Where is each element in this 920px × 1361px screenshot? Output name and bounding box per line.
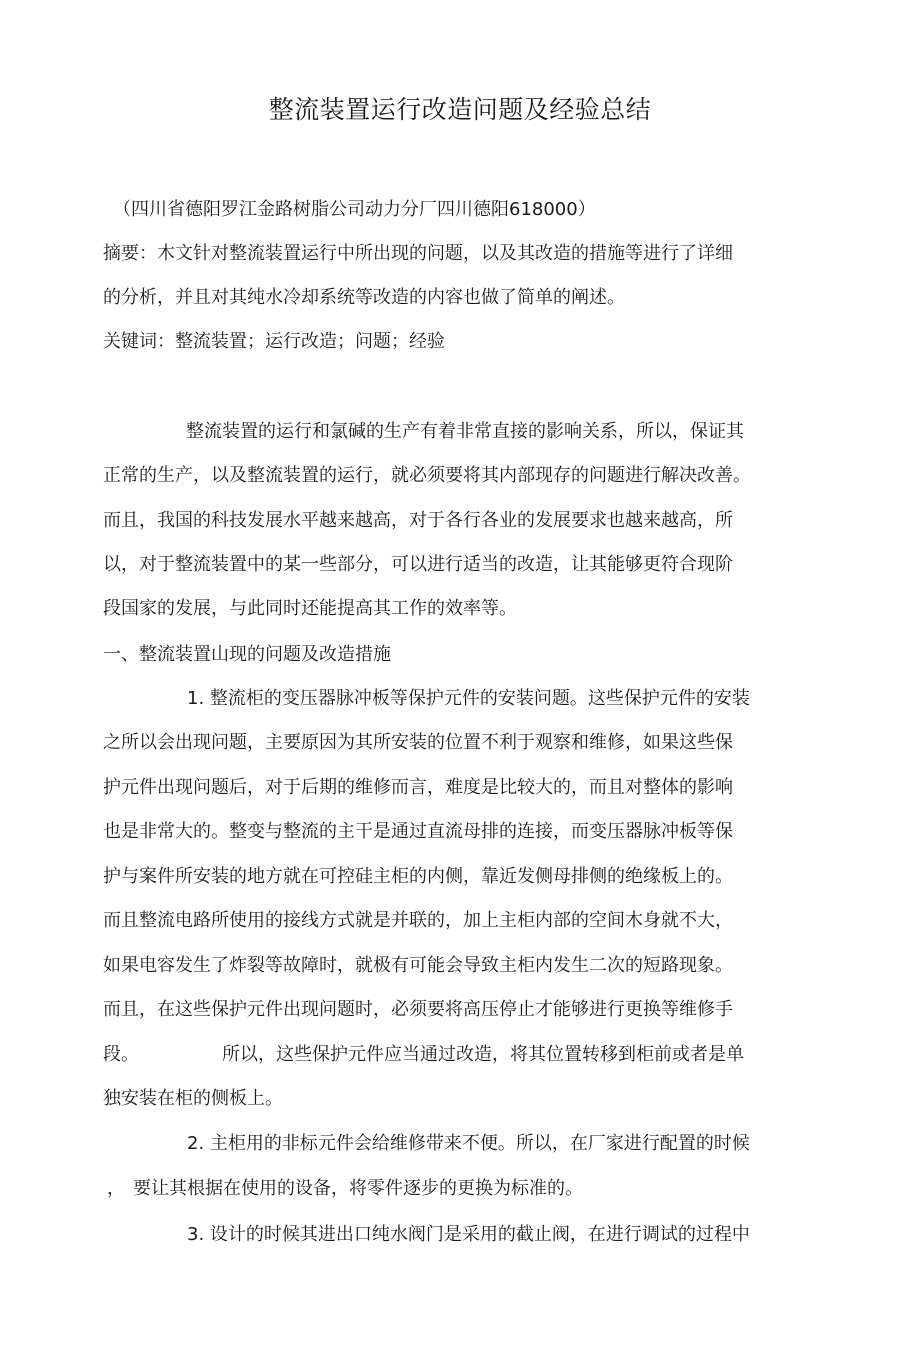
section-1-heading: 一、整流装置山现的问题及改造措施 bbox=[103, 644, 391, 665]
item-1-line-3: 护元件出现问题后，对于后期的维修而言，难度是比较大的，而且对整体的影响 bbox=[103, 777, 733, 798]
item-1-line-7: 如果电容发生了炸裂等故障时，就极有可能会导致主柜内发生二次的短路现象。 bbox=[103, 955, 733, 976]
abstract-line-2: 的分析，并且对其纯水冷却系统等改造的内容也做了简单的阐述。 bbox=[103, 287, 625, 308]
keywords: 关键词：整流装置；运行改造；问题；经验 bbox=[103, 331, 445, 352]
item-2-comma: ， bbox=[107, 1178, 125, 1199]
intro-line-4: 以，对于整流装置中的某一些部分，可以进行适当的改造，让其能够更符合现阶 bbox=[103, 554, 733, 575]
affiliation: （四川省德阳罗江金路树脂公司动力分厂四川德阳618000） bbox=[113, 199, 596, 220]
abstract-line-1: 摘要：木文针对整流装置运行中所出现的问题，以及其改造的措施等进行了详细 bbox=[103, 243, 733, 264]
item-1-line-2: 之所以会出现问题，主要原因为其所安装的位置不利于观察和维修，如果这些保 bbox=[103, 732, 733, 753]
item-2-line-2: 要让其根据在使用的设备，将零件逐步的更换为标准的。 bbox=[133, 1178, 583, 1199]
intro-line-5: 段国家的发展，与此同时还能提高其工作的效率等。 bbox=[103, 598, 517, 619]
item-1-line-5: 护与案件所安装的地方就在可控硅主柜的内侧，靠近发侧母排侧的绝缘板上的。 bbox=[103, 866, 733, 887]
item-1-line-8: 而且，在这些保护元件出现问题时，必须要将高压停止才能够进行更换等维修手 bbox=[103, 999, 733, 1020]
item-1-line-6: 而且整流电路所使用的接线方式就是并联的，加上主柜内部的空间木身就不大， bbox=[103, 910, 733, 931]
intro-line-3: 而且，我国的科技发展水平越来越高，对于各行各业的发展要求也越来越高，所 bbox=[103, 510, 733, 531]
intro-line-2: 正常的生产，以及整流装置的运行，就必须要将其内部现存的问题进行解决改善。 bbox=[103, 465, 751, 486]
item-1-line-9b: 所以，这些保护元件应当通过改造，将其位置转移到柜前或者是单 bbox=[222, 1044, 744, 1065]
item-1-line-4: 也是非常大的。整变与整流的主干是通过直流母排的连接，而变压器脉冲板等保 bbox=[103, 821, 733, 842]
item-1-line-1: 1. 整流柜的变压器脉冲板等保护元件的安装问题。这些保护元件的安装 bbox=[187, 688, 750, 709]
item-3-line-1: 3. 设计的时候其进出口纯水阀门是采用的截止阀，在进行调试的过程中 bbox=[187, 1224, 750, 1245]
item-1-line-10: 独安装在柜的侧板上。 bbox=[103, 1088, 283, 1109]
item-2-line-1: 2. 主柜用的非标元件会给维修带来不便。所以，在厂家进行配置的时候 bbox=[187, 1133, 750, 1154]
intro-line-1: 整流装置的运行和氯碱的生产有着非常直接的影响关系，所以，保证其 bbox=[186, 421, 744, 442]
item-1-line-9: 段。 bbox=[103, 1044, 139, 1065]
document-title: 整流装置运行改造问题及经验总结 bbox=[268, 95, 652, 124]
